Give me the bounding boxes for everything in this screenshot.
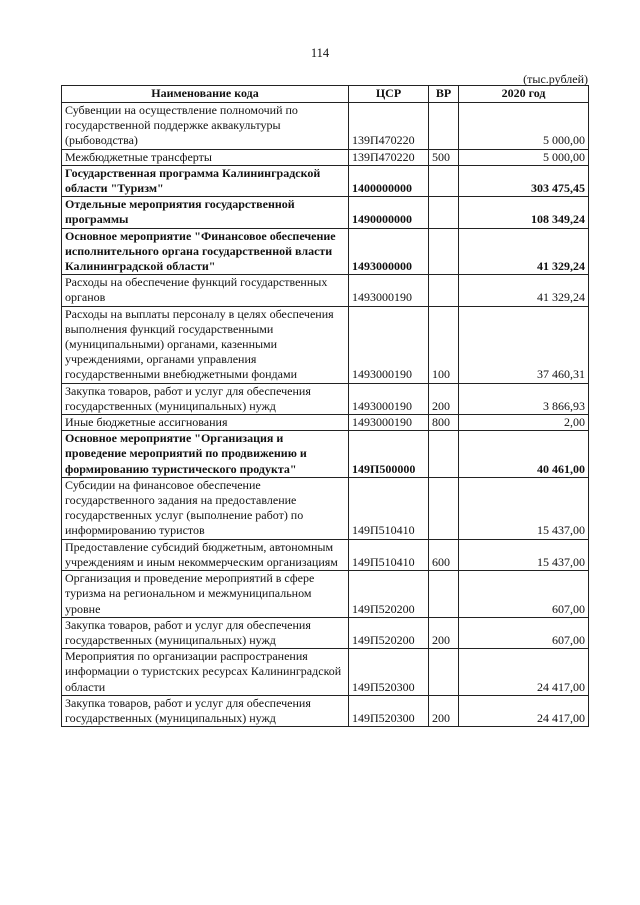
row-amount-cell: 40 461,00 <box>459 431 589 478</box>
row-amount-cell: 5 000,00 <box>459 103 589 150</box>
row-vr-cell <box>429 431 459 478</box>
row-name-cell: Субсидии на финансовое обеспечение государственного задания на предоставление государственных услуг (выполнение работ) по информированию туристов <box>62 477 349 539</box>
budget-table <box>61 85 589 727</box>
row-name-cell: Иные бюджетные ассигнования <box>62 415 349 431</box>
row-amount-cell: 3 866,93 <box>459 383 589 414</box>
table-row <box>62 197 589 228</box>
page-number: 114 <box>310 46 330 60</box>
row-name-cell: Мероприятия по организации распространения информации о туристских ресурсах Калининградской области <box>62 649 349 696</box>
table-row <box>62 149 589 165</box>
row-vr-cell <box>429 197 459 228</box>
row-vr-cell: 100 <box>429 306 459 383</box>
row-name-cell: Основное мероприятие "Организация и проведение мероприятий по продвижению и формированию туристического продукта" <box>62 431 349 478</box>
row-name-cell: Организация и проведение мероприятий в сфере туризма на региональном и межмуниципальном уровне <box>62 571 349 618</box>
table-row <box>62 477 589 539</box>
row-name-cell: Предоставление субсидий бюджетным, автономным учреждениям и иным некоммерческим организациям <box>62 539 349 570</box>
header-name: Наименование кода <box>62 86 349 103</box>
row-name-cell: Закупка товаров, работ и услуг для обеспечения государственных (муниципальных) нужд <box>62 617 349 648</box>
row-csr-cell: 1490000000 <box>349 197 429 228</box>
row-name-cell: Закупка товаров, работ и услуг для обеспечения государственных (муниципальных) нужд <box>62 383 349 414</box>
row-name-cell: Межбюджетные трансферты <box>62 149 349 165</box>
row-amount-cell: 15 437,00 <box>459 539 589 570</box>
table-row <box>62 165 589 196</box>
row-csr-cell: 1493000190 <box>349 383 429 414</box>
row-csr-cell: 1493000190 <box>349 415 429 431</box>
row-csr-cell: 1493000190 <box>349 306 429 383</box>
table-row <box>62 415 589 431</box>
row-amount-cell: 607,00 <box>459 617 589 648</box>
row-vr-cell <box>429 103 459 150</box>
row-vr-cell: 600 <box>429 539 459 570</box>
table-header-row <box>62 86 589 103</box>
row-amount-cell: 24 417,00 <box>459 649 589 696</box>
row-vr-cell <box>429 165 459 196</box>
row-csr-cell: 139П470220 <box>349 103 429 150</box>
table-row <box>62 383 589 414</box>
row-amount-cell: 15 437,00 <box>459 477 589 539</box>
row-csr-cell: 139П470220 <box>349 149 429 165</box>
table-row <box>62 103 589 150</box>
row-amount-cell: 607,00 <box>459 571 589 618</box>
row-vr-cell <box>429 649 459 696</box>
table-row <box>62 649 589 696</box>
header-vr: ВР <box>429 86 459 103</box>
row-vr-cell <box>429 275 459 306</box>
row-name-cell: Расходы на обеспечение функций государственных органов <box>62 275 349 306</box>
units-label: (тыс.рублей) <box>523 72 588 86</box>
row-amount-cell: 5 000,00 <box>459 149 589 165</box>
row-amount-cell: 41 329,24 <box>459 228 589 275</box>
row-csr-cell: 1400000000 <box>349 165 429 196</box>
row-amount-cell: 108 349,24 <box>459 197 589 228</box>
row-csr-cell: 149П520300 <box>349 649 429 696</box>
row-name-cell: Субвенции на осуществление полномочий по государственной поддержке аквакультуры (рыбоводства) <box>62 103 349 150</box>
row-vr-cell: 200 <box>429 617 459 648</box>
row-vr-cell: 200 <box>429 383 459 414</box>
row-amount-cell: 37 460,31 <box>459 306 589 383</box>
row-name-cell: Закупка товаров, работ и услуг для обеспечения государственных (муниципальных) нужд <box>62 695 349 726</box>
row-csr-cell: 149П520200 <box>349 617 429 648</box>
row-vr-cell: 200 <box>429 695 459 726</box>
row-vr-cell <box>429 571 459 618</box>
row-csr-cell: 1493000190 <box>349 275 429 306</box>
row-csr-cell: 149П510410 <box>349 539 429 570</box>
row-name-cell: Расходы на выплаты персоналу в целях обеспечения выполнения функций государственными (муниципальными) органами, казенными учреждениями, органами управления государственными внебюджетными фондами <box>62 306 349 383</box>
header-csr: ЦСР <box>349 86 429 103</box>
table-row <box>62 539 589 570</box>
row-amount-cell: 41 329,24 <box>459 275 589 306</box>
table-row <box>62 431 589 478</box>
table-row <box>62 617 589 648</box>
row-amount-cell: 2,00 <box>459 415 589 431</box>
row-csr-cell: 1493000000 <box>349 228 429 275</box>
row-name-cell: Государственная программа Калининградской области "Туризм" <box>62 165 349 196</box>
row-vr-cell <box>429 477 459 539</box>
row-vr-cell: 500 <box>429 149 459 165</box>
table-row <box>62 695 589 726</box>
table-row <box>62 228 589 275</box>
table-row <box>62 306 589 383</box>
row-csr-cell: 149П510410 <box>349 477 429 539</box>
row-csr-cell: 149П520300 <box>349 695 429 726</box>
row-csr-cell: 149П520200 <box>349 571 429 618</box>
table-row <box>62 571 589 618</box>
row-csr-cell: 149П500000 <box>349 431 429 478</box>
table-row <box>62 275 589 306</box>
row-name-cell: Отдельные мероприятия государственной программы <box>62 197 349 228</box>
row-amount-cell: 24 417,00 <box>459 695 589 726</box>
row-name-cell: Основное мероприятие "Финансовое обеспечение исполнительного органа государственной власти Калининградской области" <box>62 228 349 275</box>
row-amount-cell: 303 475,45 <box>459 165 589 196</box>
row-vr-cell: 800 <box>429 415 459 431</box>
row-vr-cell <box>429 228 459 275</box>
header-year: 2020 год <box>459 86 589 103</box>
